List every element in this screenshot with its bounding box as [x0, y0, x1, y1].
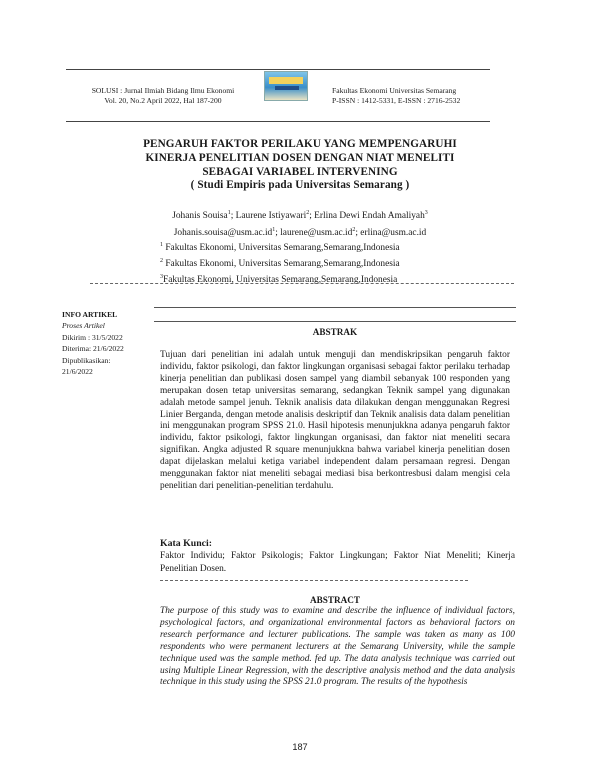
abstract-top-rule [154, 307, 516, 308]
affiliation-line: $^3$Fakultas Ekonomi, Universitas Semarang,Semarang,Indonesia [160, 274, 398, 286]
journal-info [68, 86, 258, 106]
affiliations [160, 239, 480, 287]
affiliation-line: $^2$ Fakultas Ekonomi, Universitas Semarang,Semarang,Indonesia [160, 258, 400, 270]
journal-name: SOLUSI : Jurnal Ilmiah Bidang Ilmu Ekonomi [91, 86, 235, 95]
keywords-body: Faktor Individu; Faktor Psikologis; Faktor Lingkungan; Faktor Niat Meneliti; Kinerja Penelitian Dosen. [160, 551, 515, 574]
keywords-divider [160, 580, 468, 581]
accepted-date: Diterima: 21/6/2022 [62, 344, 124, 354]
received-date: Dikirim : 31/5/2022 [62, 332, 123, 342]
title-line: SEBAGAI VARIABEL INTERVENING [202, 165, 398, 178]
keywords-heading: Kata Kunci: [160, 538, 212, 549]
article-info [62, 309, 150, 377]
publisher-info [332, 86, 502, 106]
author-names: Johanis Souisa$^1$; Laurene Istiyawari$^2$; Erlina Dewi Endah Amaliyah$^3$ [172, 210, 428, 222]
header-bottom-rule [66, 121, 490, 122]
publisher-name: Fakultas Ekonomi Universitas Semarang [332, 86, 457, 95]
issn: P-ISSN : 1412-5331, E-ISSN : 2716-2532 [332, 96, 461, 105]
title-line: KINERJA PENELITIAN DOSEN DENGAN NIAT MENELITI [145, 151, 455, 164]
published-label: Dipublikasikan: [62, 355, 111, 365]
abstrak-body: Tujuan dari penelitian ini adalah untuk menguji dan mendiskripsikan pengaruh faktor individu, faktor psikologi, dan faktor lingkungan organisasi sebagai faktor perilaku terhadap kinerja penelitian dan publikasi dosen sampel yang diambil sebanyak 100 responden yang merupakan dosen tetap universitas semarang, sedangkan Teknik sampel yang digunakan adalah metode sampel jenuh. Teknik analisis data dilakukan dengan menggunakan Regresi Linier Berganda, dengan metode analisis deskriptif dan Teknik analisis data dalam penelitian ini menggunakan program SPSS 21.0. Hasil hipotesis menunjukkna adanya pengaruh faktor individu, faktor psikologi, faktor lingkungan organisasi, dan faktor niat meneliti secara signifikan. Angka adjusted R square menunjukkna bahwa variabel kinerja penelitian dosen dapat dijelaskan melalui ketiga variabel independent dalam persamaan regresi. Dengan menggunakan faktor niat meneliti sebagai mediasi bisa berkontresbusi dalam mengisi cela penelitian dari penelitian-penelitian terdahulu. [160, 350, 510, 491]
paper-title [90, 138, 510, 193]
author-emails: $Johanis.souisa@usm.ac.id^1$; $laurene@usm.ac.id^2$; erlina@usm.ac.id [173, 227, 427, 239]
abstract-heading: ABSTRACT [309, 595, 361, 605]
published-date: 21/6/2022 [62, 367, 93, 377]
page-number: 187 [292, 742, 308, 752]
abstrak-heading: ABSTRAK [312, 327, 358, 337]
journal-cover-logo [264, 71, 308, 101]
section-divider [90, 283, 514, 284]
article-info-heading: INFO ARTIKEL [62, 310, 118, 319]
abstract-top-rule-2 [154, 321, 516, 322]
abstract-body: The purpose of this study was to examine and describe the influence of individual factors, psychological factors, and organizational environmental factors as behavioral factors on research performance and lecturer publications. The sample was taken as many as 100 respondents who were permanent lecturers at the Semarang University, while the sample technique used was the sample method. fed up. The data analysis technique was carried out using Multiple Linear Regression, with the descriptive analysis method and the data analysis technique in this study using the SPSS 21.0 program. The results of the hypothesis [160, 606, 515, 688]
title-subtitle: ( Studi Empiris pada Universitas Semarang ) [190, 179, 410, 192]
journal-volume: Vol. 20, No.2 April 2022, Hal 187-200 [104, 96, 222, 105]
header-top-rule [66, 69, 490, 70]
author-block [90, 206, 510, 240]
title-line: PENGARUH FAKTOR PERILAKU YANG MEMPENGARUHI [143, 138, 457, 150]
affiliation-line: $^1$ Fakultas Ekonomi, Universitas Semarang,Semarang,Indonesia [160, 242, 400, 254]
article-process-label: Proses Artikel [62, 321, 105, 331]
